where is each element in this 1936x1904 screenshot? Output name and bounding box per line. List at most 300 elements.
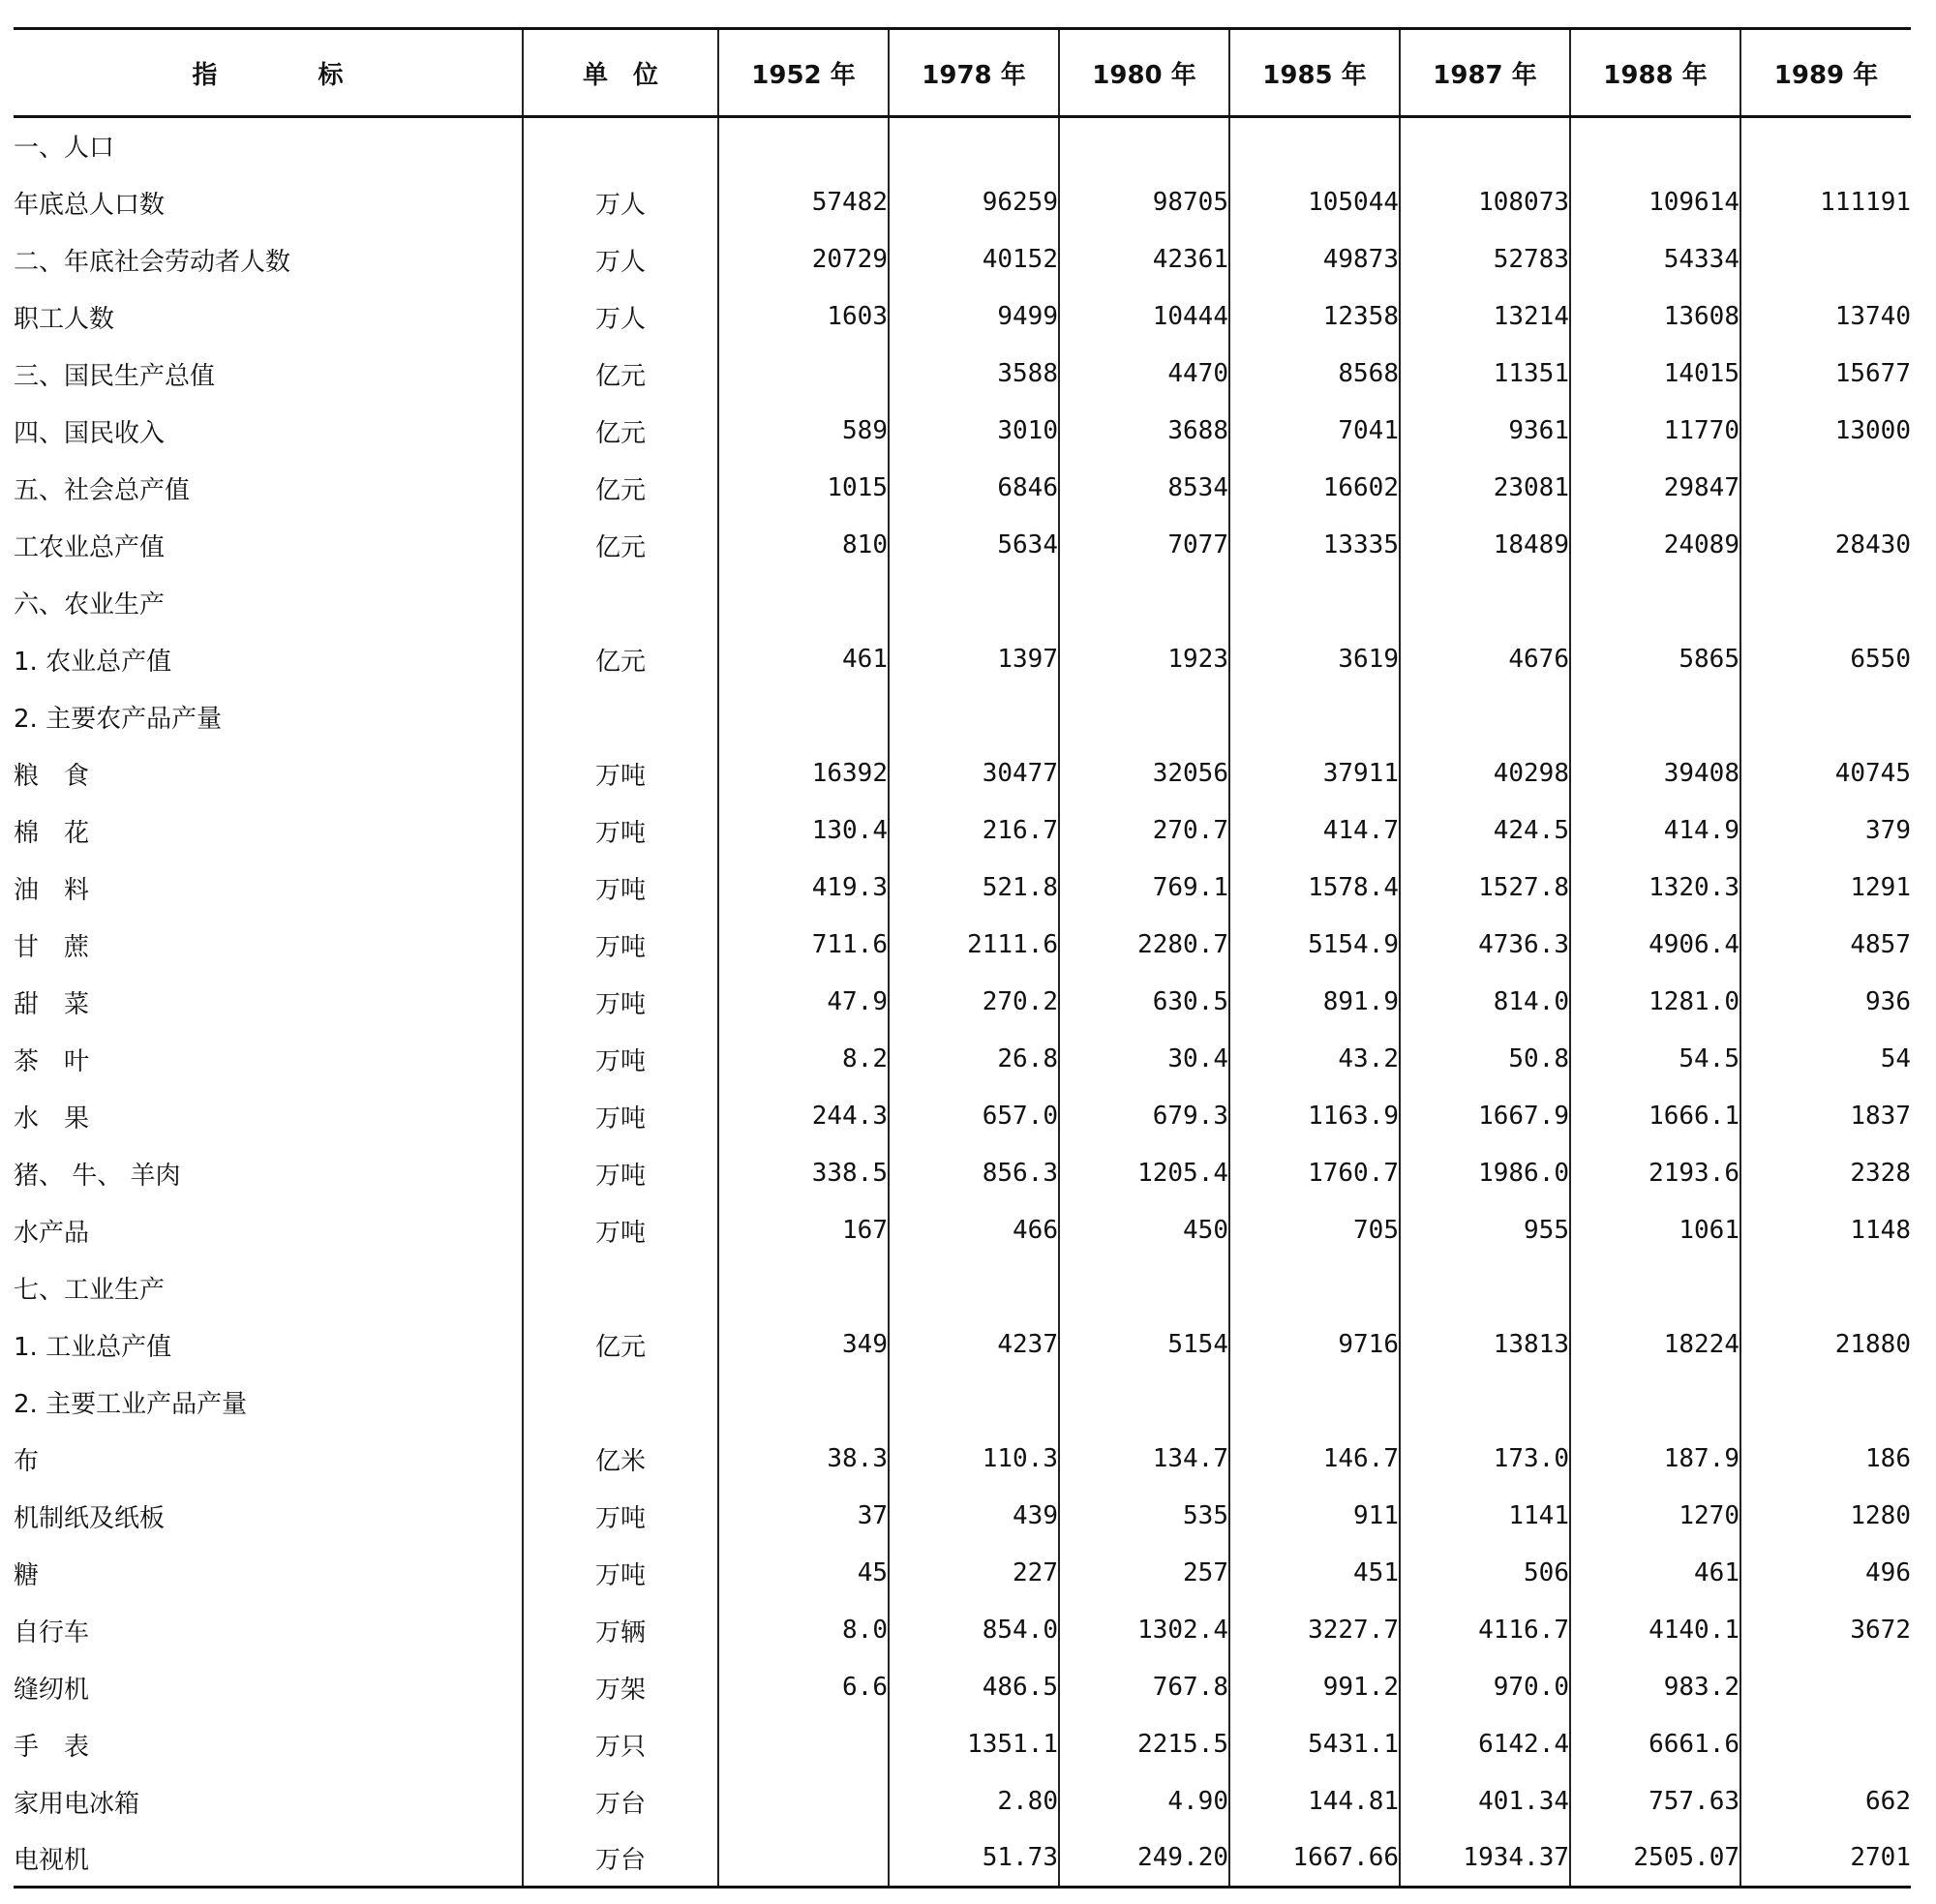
row-value-cell: 4237 [889,1316,1059,1374]
row-value-cell: 13740 [1740,288,1911,346]
table-row [14,802,1911,860]
row-unit: 万吨 [523,1031,718,1088]
row-indicator-name: 三、国民生产总值 [14,361,216,391]
row-value-cell: 810 [718,517,889,574]
row-unit: 万台 [523,1773,718,1830]
row-unit: 万吨 [523,1145,718,1202]
row-value-cell: 39408 [1570,745,1740,802]
row-value-cell: 40298 [1400,745,1570,802]
row-value-cell: 2193.6 [1570,1145,1740,1202]
table-row [14,1545,1911,1602]
row-value-cell: 15677 [1740,346,1911,403]
row-indicator-name: 家用电冰箱 [14,1789,140,1819]
row-value-cell [1740,1374,1911,1431]
row-value-cell: 42361 [1059,231,1229,288]
row-value-cell: 249.20 [1059,1830,1229,1888]
row-value-cell: 4676 [1400,631,1570,688]
row-unit [523,1374,718,1431]
table-row [14,631,1911,688]
row-unit: 万吨 [523,745,718,802]
row-value-cell [1400,117,1570,174]
table-header [14,29,1911,117]
row-indicator-name: 一、人口 [14,134,115,164]
row-value-cell: 8.2 [718,1031,889,1088]
row-value-cell: 13608 [1570,288,1740,346]
table-row [14,1259,1911,1316]
row-value-cell: 4.90 [1059,1773,1229,1830]
header-year-1989: 1989 年 [1740,29,1911,117]
row-value-cell [718,117,889,174]
table-row [14,1659,1911,1716]
header-year-1987: 1987 年 [1400,29,1570,117]
row-value-cell: 37911 [1229,745,1400,802]
row-value-cell: 1148 [1740,1202,1911,1259]
row-value-cell: 6846 [889,460,1059,517]
row-value-cell: 13335 [1229,517,1400,574]
row-value-cell [889,1374,1059,1431]
row-value-cell: 461 [1570,1545,1740,1602]
row-value-cell: 109614 [1570,174,1740,231]
row-value-cell: 3619 [1229,631,1400,688]
row-value-cell: 1986.0 [1400,1145,1570,1202]
row-unit: 亿元 [523,460,718,517]
row-value-cell: 1351.1 [889,1716,1059,1773]
row-value-cell: 461 [718,631,889,688]
row-value-cell [1059,1374,1229,1431]
row-value-cell [1570,574,1740,631]
row-value-cell: 1280 [1740,1488,1911,1545]
row-value-cell: 466 [889,1202,1059,1259]
row-value-cell [1059,688,1229,745]
row-unit: 万吨 [523,860,718,917]
table-row [14,917,1911,974]
row-value-cell: 30.4 [1059,1031,1229,1088]
row-value-cell: 1015 [718,460,889,517]
statistics-table [14,27,1911,1889]
row-unit: 万架 [523,1659,718,1716]
row-indicator-name: 1. 工业总产值 [14,1332,172,1362]
row-unit: 亿元 [523,1316,718,1374]
row-value-cell: 5431.1 [1229,1716,1400,1773]
row-value-cell: 37 [718,1488,889,1545]
row-value-cell: 854.0 [889,1602,1059,1659]
row-value-cell: 1578.4 [1229,860,1400,917]
row-value-cell: 589 [718,403,889,460]
row-value-cell: 186 [1740,1431,1911,1488]
row-value-cell: 29847 [1570,460,1740,517]
table-row [14,231,1911,288]
row-value-cell [1570,1259,1740,1316]
row-value-cell [1229,688,1400,745]
row-value-cell: 970.0 [1400,1659,1570,1716]
row-value-cell: 757.63 [1570,1773,1740,1830]
row-value-cell: 54.5 [1570,1031,1740,1088]
row-value-cell: 414.9 [1570,802,1740,860]
row-indicator-name: 六、农业生产 [14,589,166,620]
row-unit: 万吨 [523,974,718,1031]
row-indicator-name: 五、社会总产值 [14,475,191,505]
row-unit: 万吨 [523,917,718,974]
row-indicator-name: 二、年底社会劳动者人数 [14,247,291,277]
row-value-cell: 379 [1740,802,1911,860]
row-value-cell: 11770 [1570,403,1740,460]
row-value-cell: 1667.9 [1400,1088,1570,1145]
row-value-cell: 4736.3 [1400,917,1570,974]
table-row [14,1145,1911,1202]
row-unit: 万吨 [523,1488,718,1545]
row-value-cell [1229,117,1400,174]
row-value-cell: 424.5 [1400,802,1570,860]
row-unit: 万吨 [523,1202,718,1259]
row-indicator-name: 猪、 牛、 羊肉 [14,1161,181,1191]
row-value-cell [889,1259,1059,1316]
row-value-cell: 450 [1059,1202,1229,1259]
row-value-cell: 1320.3 [1570,860,1740,917]
row-value-cell: 6550 [1740,631,1911,688]
row-value-cell: 1270 [1570,1488,1740,1545]
row-value-cell [1229,1259,1400,1316]
row-value-cell: 270.2 [889,974,1059,1031]
row-value-cell: 767.8 [1059,1659,1229,1716]
table-row [14,1316,1911,1374]
row-indicator-name: 棉 花 [14,818,90,848]
row-value-cell [1400,688,1570,745]
row-value-cell [1570,117,1740,174]
row-value-cell: 451 [1229,1545,1400,1602]
row-value-cell [1740,231,1911,288]
row-value-cell: 662 [1740,1773,1911,1830]
row-value-cell [718,1830,889,1888]
row-value-cell: 130.4 [718,802,889,860]
row-value-cell: 349 [718,1316,889,1374]
row-value-cell: 110.3 [889,1431,1059,1488]
row-value-cell: 3588 [889,346,1059,403]
row-value-cell: 21880 [1740,1316,1911,1374]
row-value-cell: 1760.7 [1229,1145,1400,1202]
row-indicator-name: 机制纸及纸板 [14,1503,166,1533]
row-value-cell: 711.6 [718,917,889,974]
row-value-cell: 26.8 [889,1031,1059,1088]
header-year-1988: 1988 年 [1570,29,1740,117]
row-indicator-name: 1. 农业总产值 [14,647,172,677]
row-indicator-name: 茶 叶 [14,1046,90,1076]
row-value-cell: 486.5 [889,1659,1059,1716]
row-value-cell: 1141 [1400,1488,1570,1545]
row-value-cell: 10444 [1059,288,1229,346]
row-value-cell: 657.0 [889,1088,1059,1145]
row-value-cell [1740,688,1911,745]
row-unit: 万吨 [523,802,718,860]
row-value-cell: 216.7 [889,802,1059,860]
row-unit: 万只 [523,1716,718,1773]
row-value-cell: 1527.8 [1400,860,1570,917]
row-indicator-name: 2. 主要农产品产量 [14,704,223,734]
row-value-cell [1059,117,1229,174]
row-value-cell [1740,574,1911,631]
row-value-cell: 630.5 [1059,974,1229,1031]
header-year-1985: 1985 年 [1229,29,1400,117]
row-value-cell: 705 [1229,1202,1400,1259]
row-value-cell: 535 [1059,1488,1229,1545]
row-value-cell [1400,1259,1570,1316]
row-value-cell: 679.3 [1059,1088,1229,1145]
row-indicator-name: 职工人数 [14,304,115,334]
row-value-cell: 13214 [1400,288,1570,346]
row-value-cell: 50.8 [1400,1031,1570,1088]
row-indicator-name: 水 果 [14,1103,90,1133]
row-value-cell: 49873 [1229,231,1400,288]
row-value-cell: 6.6 [718,1659,889,1716]
row-value-cell: 3010 [889,403,1059,460]
row-value-cell: 1934.37 [1400,1830,1570,1888]
row-value-cell: 891.9 [1229,974,1400,1031]
row-value-cell [1059,574,1229,631]
row-value-cell [1400,574,1570,631]
row-value-cell: 2328 [1740,1145,1911,1202]
row-value-cell [718,1773,889,1830]
table-row [14,403,1911,460]
row-value-cell [1400,1374,1570,1431]
row-value-cell: 5154 [1059,1316,1229,1374]
table-row [14,1202,1911,1259]
row-value-cell [718,1374,889,1431]
row-value-cell: 7077 [1059,517,1229,574]
header-indicator: 指 标 [14,29,523,117]
row-unit: 亿元 [523,631,718,688]
row-value-cell: 146.7 [1229,1431,1400,1488]
row-value-cell [1740,1716,1911,1773]
row-value-cell: 1061 [1570,1202,1740,1259]
table-body [14,117,1911,1888]
row-value-cell: 54334 [1570,231,1740,288]
row-value-cell: 1667.66 [1229,1830,1400,1888]
row-value-cell: 23081 [1400,460,1570,517]
row-value-cell: 2.80 [889,1773,1059,1830]
row-value-cell: 9361 [1400,403,1570,460]
row-value-cell: 7041 [1229,403,1400,460]
row-value-cell [889,688,1059,745]
row-value-cell [1740,117,1911,174]
row-value-cell: 3672 [1740,1602,1911,1659]
header-row [14,29,1911,117]
table-row [14,974,1911,1031]
row-value-cell [1740,1259,1911,1316]
row-value-cell [718,1259,889,1316]
header-unit: 单 位 [523,29,718,117]
row-value-cell [1570,688,1740,745]
row-value-cell: 9499 [889,288,1059,346]
row-value-cell: 8534 [1059,460,1229,517]
row-indicator-name: 自行车 [14,1617,90,1647]
row-value-cell: 11351 [1400,346,1570,403]
table-row [14,574,1911,631]
row-value-cell [718,574,889,631]
row-value-cell: 9716 [1229,1316,1400,1374]
row-value-cell: 419.3 [718,860,889,917]
row-value-cell: 8.0 [718,1602,889,1659]
row-value-cell: 338.5 [718,1145,889,1202]
row-indicator-name: 七、工业生产 [14,1275,166,1305]
row-value-cell: 439 [889,1488,1059,1545]
row-indicator-name: 电视机 [14,1830,523,1888]
row-value-cell: 45 [718,1545,889,1602]
row-value-cell: 769.1 [1059,860,1229,917]
row-value-cell: 40152 [889,231,1059,288]
row-value-cell: 1666.1 [1570,1088,1740,1145]
row-value-cell: 4116.7 [1400,1602,1570,1659]
row-value-cell: 814.0 [1400,974,1570,1031]
row-value-cell: 18489 [1400,517,1570,574]
row-value-cell [718,688,889,745]
row-value-cell: 3688 [1059,403,1229,460]
row-value-cell: 1923 [1059,631,1229,688]
row-value-cell [1229,574,1400,631]
table-row [14,1602,1911,1659]
row-value-cell: 38.3 [718,1431,889,1488]
table-row [14,174,1911,231]
row-value-cell: 24089 [1570,517,1740,574]
row-unit: 亿元 [523,403,718,460]
row-value-cell: 96259 [889,174,1059,231]
table-row [14,517,1911,574]
row-value-cell: 6661.6 [1570,1716,1740,1773]
row-unit [523,574,718,631]
row-value-cell: 521.8 [889,860,1059,917]
row-unit [523,688,718,745]
row-indicator-name: 缝纫机 [14,1675,90,1705]
row-indicator-name: 糖 [14,1560,40,1590]
row-unit: 万人 [523,288,718,346]
table-row [14,1088,1911,1145]
row-value-cell: 2215.5 [1059,1716,1229,1773]
row-unit [523,1259,718,1316]
table-row [14,1431,1911,1488]
row-value-cell: 1837 [1740,1088,1911,1145]
row-value-cell: 936 [1740,974,1911,1031]
row-value-cell: 2280.7 [1059,917,1229,974]
row-value-cell: 6142.4 [1400,1716,1570,1773]
row-value-cell: 167 [718,1202,889,1259]
row-value-cell [1229,1374,1400,1431]
row-value-cell: 20729 [718,231,889,288]
row-value-cell: 2111.6 [889,917,1059,974]
row-value-cell: 18224 [1570,1316,1740,1374]
header-year-1952: 1952 年 [718,29,889,117]
row-value-cell: 57482 [718,174,889,231]
row-value-cell: 991.2 [1229,1659,1400,1716]
table-row [14,1830,1911,1888]
row-value-cell: 4857 [1740,917,1911,974]
row-value-cell: 3227.7 [1229,1602,1400,1659]
row-value-cell: 414.7 [1229,802,1400,860]
row-value-cell: 506 [1400,1545,1570,1602]
row-value-cell: 144.81 [1229,1773,1400,1830]
table-row [14,1031,1911,1088]
row-value-cell: 911 [1229,1488,1400,1545]
row-value-cell: 14015 [1570,346,1740,403]
row-indicator-name: 甜 菜 [14,989,90,1019]
row-value-cell: 1397 [889,631,1059,688]
row-indicator-name: 布 [14,1446,40,1476]
row-value-cell: 4906.4 [1570,917,1740,974]
row-unit: 万吨 [523,1545,718,1602]
table-row [14,1374,1911,1431]
row-unit: 万人 [523,174,718,231]
row-value-cell: 5865 [1570,631,1740,688]
row-value-cell: 4470 [1059,346,1229,403]
row-value-cell: 2701 [1740,1830,1911,1888]
row-value-cell: 111191 [1740,174,1911,231]
row-value-cell [718,346,889,403]
row-value-cell [1059,1259,1229,1316]
row-value-cell: 1163.9 [1229,1088,1400,1145]
row-indicator-name: 水产品 [14,1218,90,1248]
row-value-cell: 16602 [1229,460,1400,517]
row-value-cell: 43.2 [1229,1031,1400,1088]
table-row [14,745,1911,802]
row-unit: 万台 [523,1830,718,1888]
row-value-cell [1740,460,1911,517]
row-value-cell: 4140.1 [1570,1602,1740,1659]
row-indicator-name: 2. 主要工业产品产量 [14,1389,248,1419]
row-value-cell: 108073 [1400,174,1570,231]
row-value-cell: 173.0 [1400,1431,1570,1488]
table-row [14,288,1911,346]
row-value-cell: 2505.07 [1570,1830,1740,1888]
row-value-cell: 1291 [1740,860,1911,917]
row-indicator-name: 粮 食 [14,761,90,791]
header-year-1980: 1980 年 [1059,29,1229,117]
row-value-cell: 51.73 [889,1830,1059,1888]
row-value-cell [889,117,1059,174]
row-value-cell: 227 [889,1545,1059,1602]
row-value-cell: 30477 [889,745,1059,802]
row-value-cell [1740,1659,1911,1716]
row-value-cell: 40745 [1740,745,1911,802]
row-value-cell: 187.9 [1570,1431,1740,1488]
row-unit: 万吨 [523,1088,718,1145]
row-value-cell [1570,1374,1740,1431]
row-value-cell: 257 [1059,1545,1229,1602]
row-value-cell [718,1716,889,1773]
row-indicator-name: 手 表 [14,1732,90,1762]
row-value-cell: 1205.4 [1059,1145,1229,1202]
row-value-cell: 244.3 [718,1088,889,1145]
row-value-cell: 5634 [889,517,1059,574]
row-indicator-name: 年底总人口数 [14,190,166,220]
row-value-cell: 54 [1740,1031,1911,1088]
row-value-cell: 955 [1400,1202,1570,1259]
row-unit: 亿米 [523,1431,718,1488]
row-value-cell: 496 [1740,1545,1911,1602]
row-value-cell: 98705 [1059,174,1229,231]
row-value-cell [889,574,1059,631]
row-value-cell: 1603 [718,288,889,346]
row-unit: 万人 [523,231,718,288]
header-year-1978: 1978 年 [889,29,1059,117]
row-indicator-name: 甘 蔗 [14,932,90,962]
table-row [14,117,1911,174]
table-row [14,688,1911,745]
row-unit: 万辆 [523,1602,718,1659]
row-value-cell: 47.9 [718,974,889,1031]
row-value-cell: 856.3 [889,1145,1059,1202]
row-unit: 亿元 [523,346,718,403]
table-row [14,860,1911,917]
row-unit [523,117,718,174]
row-value-cell: 8568 [1229,346,1400,403]
row-value-cell: 401.34 [1400,1773,1570,1830]
